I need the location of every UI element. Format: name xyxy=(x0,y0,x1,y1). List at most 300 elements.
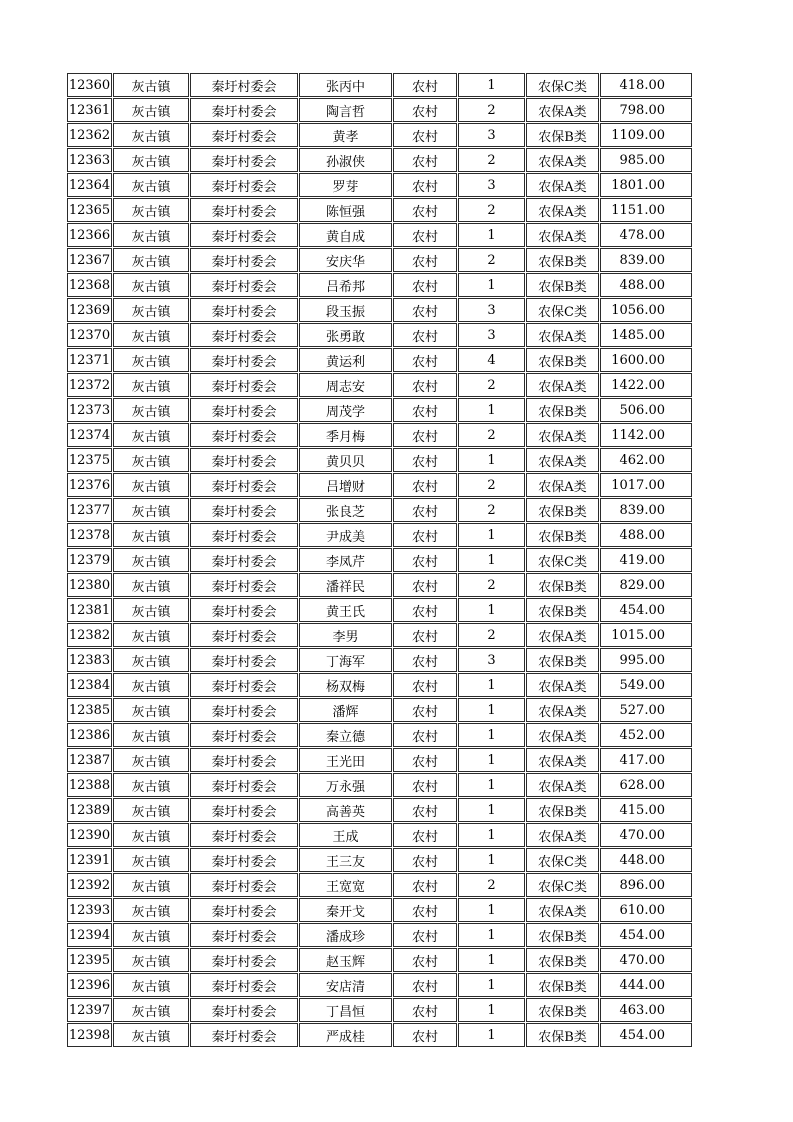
cell-amount: 1422.00 xyxy=(600,373,692,397)
table-row xyxy=(67,823,692,847)
table-row xyxy=(67,373,692,397)
cell-town: 灰古镇 xyxy=(113,773,189,797)
cell-town: 灰古镇 xyxy=(113,348,189,372)
cell-person-name: 张丙中 xyxy=(299,73,392,97)
cell-person-name: 丁昌恒 xyxy=(299,998,392,1022)
cell-insurance-category: 农保B类 xyxy=(526,973,599,997)
cell-residence-type: 农村 xyxy=(393,848,457,872)
cell-serial: 12366 xyxy=(67,223,112,247)
cell-person-name: 黄运利 xyxy=(299,348,392,372)
cell-amount: 829.00 xyxy=(600,573,692,597)
cell-serial: 12361 xyxy=(67,98,112,122)
cell-town: 灰古镇 xyxy=(113,673,189,697)
cell-insurance-category: 农保C类 xyxy=(526,873,599,897)
cell-serial: 12363 xyxy=(67,148,112,172)
cell-count: 2 xyxy=(458,248,525,272)
table-row xyxy=(67,798,692,822)
cell-amount: 798.00 xyxy=(600,98,692,122)
cell-person-name: 黄贝贝 xyxy=(299,448,392,472)
cell-person-name: 安庆华 xyxy=(299,248,392,272)
cell-amount: 985.00 xyxy=(600,148,692,172)
cell-count: 2 xyxy=(458,573,525,597)
table-row xyxy=(67,948,692,972)
cell-amount: 478.00 xyxy=(600,223,692,247)
cell-residence-type: 农村 xyxy=(393,148,457,172)
table-row xyxy=(67,423,692,447)
cell-amount: 463.00 xyxy=(600,998,692,1022)
cell-residence-type: 农村 xyxy=(393,698,457,722)
cell-village: 秦圩村委会 xyxy=(190,698,298,722)
cell-count: 1 xyxy=(458,823,525,847)
table-row xyxy=(67,323,692,347)
cell-insurance-category: 农保A类 xyxy=(526,898,599,922)
cell-village: 秦圩村委会 xyxy=(190,423,298,447)
table-row xyxy=(67,98,692,122)
cell-village: 秦圩村委会 xyxy=(190,773,298,797)
cell-town: 灰古镇 xyxy=(113,848,189,872)
cell-count: 1 xyxy=(458,448,525,472)
cell-count: 1 xyxy=(458,923,525,947)
cell-residence-type: 农村 xyxy=(393,498,457,522)
cell-serial: 12390 xyxy=(67,823,112,847)
cell-insurance-category: 农保B类 xyxy=(526,998,599,1022)
cell-town: 灰古镇 xyxy=(113,1023,189,1047)
table-row xyxy=(67,198,692,222)
cell-residence-type: 农村 xyxy=(393,348,457,372)
cell-insurance-category: 农保A类 xyxy=(526,323,599,347)
table-row xyxy=(67,173,692,197)
cell-town: 灰古镇 xyxy=(113,473,189,497)
table-row xyxy=(67,623,692,647)
cell-amount: 1485.00 xyxy=(600,323,692,347)
cell-serial: 12384 xyxy=(67,673,112,697)
cell-insurance-category: 农保A类 xyxy=(526,448,599,472)
cell-village: 秦圩村委会 xyxy=(190,898,298,922)
cell-amount: 1109.00 xyxy=(600,123,692,147)
cell-person-name: 赵玉辉 xyxy=(299,948,392,972)
cell-town: 灰古镇 xyxy=(113,323,189,347)
cell-insurance-category: 农保A类 xyxy=(526,773,599,797)
cell-village: 秦圩村委会 xyxy=(190,823,298,847)
cell-count: 1 xyxy=(458,848,525,872)
cell-village: 秦圩村委会 xyxy=(190,398,298,422)
cell-serial: 12386 xyxy=(67,723,112,747)
cell-count: 2 xyxy=(458,148,525,172)
cell-amount: 454.00 xyxy=(600,1023,692,1047)
cell-village: 秦圩村委会 xyxy=(190,298,298,322)
cell-serial: 12389 xyxy=(67,798,112,822)
cell-person-name: 潘成珍 xyxy=(299,923,392,947)
cell-residence-type: 农村 xyxy=(393,423,457,447)
cell-insurance-category: 农保B类 xyxy=(526,598,599,622)
cell-amount: 454.00 xyxy=(600,923,692,947)
cell-amount: 418.00 xyxy=(600,73,692,97)
cell-village: 秦圩村委会 xyxy=(190,223,298,247)
table-row xyxy=(67,723,692,747)
cell-count: 1 xyxy=(458,523,525,547)
cell-amount: 1801.00 xyxy=(600,173,692,197)
cell-count: 3 xyxy=(458,648,525,672)
table-row xyxy=(67,123,692,147)
cell-person-name: 李凤芹 xyxy=(299,548,392,572)
table-row xyxy=(67,223,692,247)
cell-amount: 462.00 xyxy=(600,448,692,472)
cell-amount: 452.00 xyxy=(600,723,692,747)
cell-serial: 12383 xyxy=(67,648,112,672)
cell-insurance-category: 农保B类 xyxy=(526,498,599,522)
cell-amount: 995.00 xyxy=(600,648,692,672)
cell-residence-type: 农村 xyxy=(393,173,457,197)
cell-town: 灰古镇 xyxy=(113,398,189,422)
cell-person-name: 周志安 xyxy=(299,373,392,397)
cell-town: 灰古镇 xyxy=(113,998,189,1022)
cell-town: 灰古镇 xyxy=(113,273,189,297)
cell-town: 灰古镇 xyxy=(113,73,189,97)
cell-town: 灰古镇 xyxy=(113,623,189,647)
cell-residence-type: 农村 xyxy=(393,373,457,397)
cell-town: 灰古镇 xyxy=(113,248,189,272)
cell-count: 1 xyxy=(458,798,525,822)
cell-residence-type: 农村 xyxy=(393,898,457,922)
cell-insurance-category: 农保A类 xyxy=(526,98,599,122)
cell-count: 1 xyxy=(458,398,525,422)
cell-insurance-category: 农保B类 xyxy=(526,1023,599,1047)
cell-village: 秦圩村委会 xyxy=(190,973,298,997)
cell-village: 秦圩村委会 xyxy=(190,273,298,297)
cell-town: 灰古镇 xyxy=(113,923,189,947)
table-row xyxy=(67,773,692,797)
cell-village: 秦圩村委会 xyxy=(190,98,298,122)
cell-residence-type: 农村 xyxy=(393,948,457,972)
cell-residence-type: 农村 xyxy=(393,523,457,547)
table-row xyxy=(67,923,692,947)
cell-town: 灰古镇 xyxy=(113,448,189,472)
cell-residence-type: 农村 xyxy=(393,223,457,247)
cell-insurance-category: 农保B类 xyxy=(526,648,599,672)
cell-count: 1 xyxy=(458,973,525,997)
cell-person-name: 吕增财 xyxy=(299,473,392,497)
table-row xyxy=(67,648,692,672)
cell-count: 1 xyxy=(458,723,525,747)
cell-insurance-category: 农保B类 xyxy=(526,273,599,297)
table-row xyxy=(67,273,692,297)
cell-person-name: 段玉振 xyxy=(299,298,392,322)
cell-residence-type: 农村 xyxy=(393,123,457,147)
cell-serial: 12365 xyxy=(67,198,112,222)
cell-person-name: 万永强 xyxy=(299,773,392,797)
cell-person-name: 张勇敢 xyxy=(299,323,392,347)
cell-serial: 12392 xyxy=(67,873,112,897)
cell-residence-type: 农村 xyxy=(393,773,457,797)
cell-amount: 1056.00 xyxy=(600,298,692,322)
cell-serial: 12385 xyxy=(67,698,112,722)
cell-town: 灰古镇 xyxy=(113,573,189,597)
cell-town: 灰古镇 xyxy=(113,548,189,572)
cell-serial: 12380 xyxy=(67,573,112,597)
cell-amount: 417.00 xyxy=(600,748,692,772)
cell-person-name: 陈恒强 xyxy=(299,198,392,222)
cell-count: 2 xyxy=(458,423,525,447)
table-row xyxy=(67,748,692,772)
cell-town: 灰古镇 xyxy=(113,873,189,897)
cell-person-name: 尹成美 xyxy=(299,523,392,547)
cell-serial: 12381 xyxy=(67,598,112,622)
cell-serial: 12382 xyxy=(67,623,112,647)
cell-village: 秦圩村委会 xyxy=(190,473,298,497)
cell-count: 1 xyxy=(458,748,525,772)
cell-serial: 12362 xyxy=(67,123,112,147)
cell-insurance-category: 农保A类 xyxy=(526,173,599,197)
cell-person-name: 丁海军 xyxy=(299,648,392,672)
cell-count: 1 xyxy=(458,998,525,1022)
cell-village: 秦圩村委会 xyxy=(190,798,298,822)
cell-count: 3 xyxy=(458,123,525,147)
cell-count: 2 xyxy=(458,873,525,897)
cell-residence-type: 农村 xyxy=(393,298,457,322)
cell-count: 1 xyxy=(458,773,525,797)
cell-serial: 12398 xyxy=(67,1023,112,1047)
cell-serial: 12393 xyxy=(67,898,112,922)
cell-person-name: 季月梅 xyxy=(299,423,392,447)
cell-count: 1 xyxy=(458,698,525,722)
cell-amount: 1142.00 xyxy=(600,423,692,447)
cell-count: 2 xyxy=(458,473,525,497)
cell-person-name: 王光田 xyxy=(299,748,392,772)
table-row xyxy=(67,398,692,422)
cell-person-name: 黄王氏 xyxy=(299,598,392,622)
cell-serial: 12394 xyxy=(67,923,112,947)
cell-residence-type: 农村 xyxy=(393,1023,457,1047)
cell-town: 灰古镇 xyxy=(113,148,189,172)
table-row xyxy=(67,998,692,1022)
cell-amount: 1017.00 xyxy=(600,473,692,497)
cell-village: 秦圩村委会 xyxy=(190,523,298,547)
cell-person-name: 高善英 xyxy=(299,798,392,822)
cell-serial: 12374 xyxy=(67,423,112,447)
cell-town: 灰古镇 xyxy=(113,523,189,547)
cell-village: 秦圩村委会 xyxy=(190,1023,298,1047)
cell-residence-type: 农村 xyxy=(393,548,457,572)
cell-village: 秦圩村委会 xyxy=(190,998,298,1022)
cell-person-name: 孙淑侠 xyxy=(299,148,392,172)
table-row xyxy=(67,673,692,697)
cell-town: 灰古镇 xyxy=(113,598,189,622)
cell-town: 灰古镇 xyxy=(113,98,189,122)
cell-count: 4 xyxy=(458,348,525,372)
cell-town: 灰古镇 xyxy=(113,298,189,322)
cell-insurance-category: 农保C类 xyxy=(526,548,599,572)
cell-serial: 12369 xyxy=(67,298,112,322)
cell-person-name: 李男 xyxy=(299,623,392,647)
cell-insurance-category: 农保B类 xyxy=(526,923,599,947)
cell-amount: 527.00 xyxy=(600,698,692,722)
cell-village: 秦圩村委会 xyxy=(190,148,298,172)
cell-town: 灰古镇 xyxy=(113,123,189,147)
table-row xyxy=(67,698,692,722)
cell-serial: 12368 xyxy=(67,273,112,297)
cell-insurance-category: 农保A类 xyxy=(526,673,599,697)
cell-count: 1 xyxy=(458,948,525,972)
cell-insurance-category: 农保A类 xyxy=(526,623,599,647)
cell-town: 灰古镇 xyxy=(113,948,189,972)
table-row xyxy=(67,573,692,597)
cell-serial: 12373 xyxy=(67,398,112,422)
cell-amount: 488.00 xyxy=(600,273,692,297)
cell-serial: 12397 xyxy=(67,998,112,1022)
cell-village: 秦圩村委会 xyxy=(190,723,298,747)
cell-amount: 839.00 xyxy=(600,248,692,272)
cell-insurance-category: 农保B类 xyxy=(526,798,599,822)
cell-residence-type: 农村 xyxy=(393,623,457,647)
cell-count: 2 xyxy=(458,373,525,397)
cell-serial: 12377 xyxy=(67,498,112,522)
cell-serial: 12371 xyxy=(67,348,112,372)
cell-amount: 444.00 xyxy=(600,973,692,997)
cell-person-name: 王三友 xyxy=(299,848,392,872)
cell-residence-type: 农村 xyxy=(393,323,457,347)
cell-count: 1 xyxy=(458,223,525,247)
cell-residence-type: 农村 xyxy=(393,198,457,222)
cell-serial: 12375 xyxy=(67,448,112,472)
cell-count: 2 xyxy=(458,98,525,122)
table-row xyxy=(67,848,692,872)
table-row xyxy=(67,248,692,272)
cell-serial: 12391 xyxy=(67,848,112,872)
cell-amount: 470.00 xyxy=(600,948,692,972)
cell-village: 秦圩村委会 xyxy=(190,323,298,347)
cell-residence-type: 农村 xyxy=(393,798,457,822)
cell-village: 秦圩村委会 xyxy=(190,748,298,772)
cell-person-name: 严成桂 xyxy=(299,1023,392,1047)
cell-person-name: 秦立德 xyxy=(299,723,392,747)
cell-amount: 488.00 xyxy=(600,523,692,547)
cell-count: 1 xyxy=(458,673,525,697)
cell-serial: 12388 xyxy=(67,773,112,797)
cell-village: 秦圩村委会 xyxy=(190,348,298,372)
data-table xyxy=(66,72,693,1048)
cell-count: 2 xyxy=(458,623,525,647)
table-row xyxy=(67,873,692,897)
cell-village: 秦圩村委会 xyxy=(190,373,298,397)
cell-village: 秦圩村委会 xyxy=(190,648,298,672)
cell-insurance-category: 农保A类 xyxy=(526,823,599,847)
cell-insurance-category: 农保A类 xyxy=(526,473,599,497)
table-row xyxy=(67,898,692,922)
table-row xyxy=(67,598,692,622)
cell-insurance-category: 农保B类 xyxy=(526,523,599,547)
cell-town: 灰古镇 xyxy=(113,373,189,397)
cell-town: 灰古镇 xyxy=(113,198,189,222)
cell-person-name: 王成 xyxy=(299,823,392,847)
table-row xyxy=(67,1023,692,1047)
cell-village: 秦圩村委会 xyxy=(190,848,298,872)
cell-count: 1 xyxy=(458,898,525,922)
cell-insurance-category: 农保A类 xyxy=(526,373,599,397)
cell-town: 灰古镇 xyxy=(113,423,189,447)
cell-serial: 12370 xyxy=(67,323,112,347)
cell-serial: 12379 xyxy=(67,548,112,572)
cell-village: 秦圩村委会 xyxy=(190,673,298,697)
cell-insurance-category: 农保C类 xyxy=(526,848,599,872)
cell-insurance-category: 农保B类 xyxy=(526,123,599,147)
table-body xyxy=(67,73,692,1047)
cell-village: 秦圩村委会 xyxy=(190,873,298,897)
cell-village: 秦圩村委会 xyxy=(190,198,298,222)
cell-residence-type: 农村 xyxy=(393,748,457,772)
cell-serial: 12387 xyxy=(67,748,112,772)
cell-village: 秦圩村委会 xyxy=(190,123,298,147)
cell-amount: 896.00 xyxy=(600,873,692,897)
cell-amount: 419.00 xyxy=(600,548,692,572)
cell-town: 灰古镇 xyxy=(113,723,189,747)
cell-serial: 12360 xyxy=(67,73,112,97)
cell-town: 灰古镇 xyxy=(113,173,189,197)
cell-residence-type: 农村 xyxy=(393,73,457,97)
cell-person-name: 周茂学 xyxy=(299,398,392,422)
cell-count: 1 xyxy=(458,548,525,572)
cell-village: 秦圩村委会 xyxy=(190,573,298,597)
cell-residence-type: 农村 xyxy=(393,823,457,847)
cell-residence-type: 农村 xyxy=(393,398,457,422)
table-row xyxy=(67,298,692,322)
cell-serial: 12378 xyxy=(67,523,112,547)
cell-count: 2 xyxy=(458,498,525,522)
cell-serial: 12364 xyxy=(67,173,112,197)
cell-village: 秦圩村委会 xyxy=(190,548,298,572)
cell-count: 1 xyxy=(458,1023,525,1047)
cell-residence-type: 农村 xyxy=(393,98,457,122)
cell-person-name: 陶言哲 xyxy=(299,98,392,122)
table-row xyxy=(67,148,692,172)
cell-village: 秦圩村委会 xyxy=(190,498,298,522)
cell-residence-type: 农村 xyxy=(393,473,457,497)
cell-amount: 454.00 xyxy=(600,598,692,622)
cell-insurance-category: 农保A类 xyxy=(526,698,599,722)
table-row xyxy=(67,498,692,522)
cell-amount: 610.00 xyxy=(600,898,692,922)
cell-residence-type: 农村 xyxy=(393,723,457,747)
cell-village: 秦圩村委会 xyxy=(190,623,298,647)
cell-residence-type: 农村 xyxy=(393,273,457,297)
cell-insurance-category: 农保A类 xyxy=(526,723,599,747)
cell-residence-type: 农村 xyxy=(393,573,457,597)
cell-count: 1 xyxy=(458,598,525,622)
cell-town: 灰古镇 xyxy=(113,798,189,822)
cell-person-name: 吕希邦 xyxy=(299,273,392,297)
table-row xyxy=(67,523,692,547)
cell-amount: 549.00 xyxy=(600,673,692,697)
cell-village: 秦圩村委会 xyxy=(190,923,298,947)
cell-amount: 1151.00 xyxy=(600,198,692,222)
cell-residence-type: 农村 xyxy=(393,648,457,672)
cell-insurance-category: 农保B类 xyxy=(526,948,599,972)
cell-person-name: 潘祥民 xyxy=(299,573,392,597)
cell-residence-type: 农村 xyxy=(393,248,457,272)
cell-insurance-category: 农保A类 xyxy=(526,423,599,447)
table-row xyxy=(67,973,692,997)
cell-amount: 1600.00 xyxy=(600,348,692,372)
cell-insurance-category: 农保B类 xyxy=(526,398,599,422)
cell-amount: 470.00 xyxy=(600,823,692,847)
cell-village: 秦圩村委会 xyxy=(190,948,298,972)
cell-person-name: 潘辉 xyxy=(299,698,392,722)
cell-town: 灰古镇 xyxy=(113,223,189,247)
cell-amount: 506.00 xyxy=(600,398,692,422)
cell-count: 3 xyxy=(458,298,525,322)
cell-count: 3 xyxy=(458,173,525,197)
cell-person-name: 黄自成 xyxy=(299,223,392,247)
cell-amount: 1015.00 xyxy=(600,623,692,647)
